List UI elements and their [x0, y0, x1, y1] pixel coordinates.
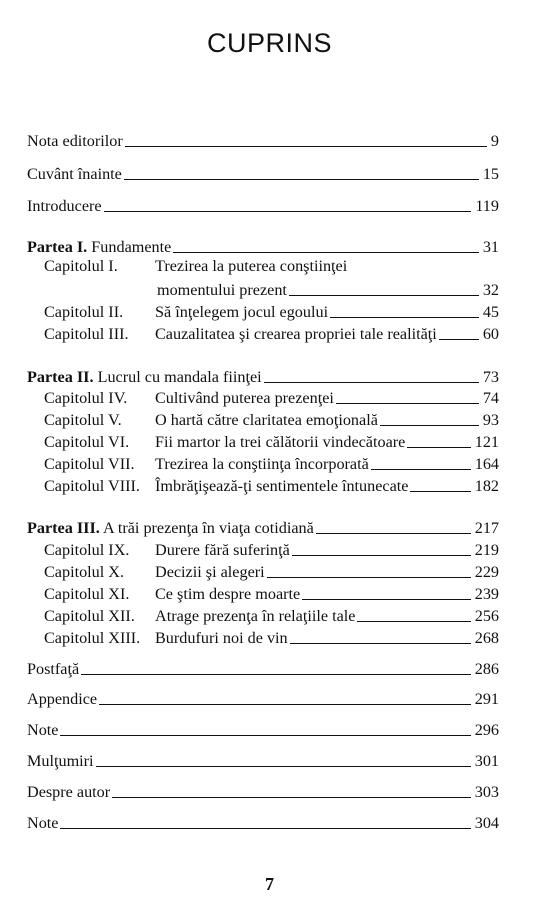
leader-line [302, 599, 471, 600]
toc-entry-label: Introducere [27, 197, 102, 215]
chapter-title: Decizii şi alegeri [155, 563, 265, 581]
chapter-code: Capitolul XII. [44, 607, 135, 625]
part-prefix: Partea III. [27, 519, 100, 537]
toc-entry-label: Appendice [27, 690, 98, 708]
toc-part-heading [27, 515, 499, 537]
toc-entry-page: 121 [474, 433, 499, 451]
toc-chapter [44, 255, 499, 275]
toc-entry-page: 256 [474, 607, 499, 625]
toc-entry-page: 60 [482, 325, 499, 343]
toc-entry-page: 164 [474, 455, 499, 473]
toc-entry-page: 9 [490, 132, 499, 150]
chapter-title: Trezirea la conştiinţa încorporată [155, 455, 369, 473]
chapter-title: Ce ştim despre moarte [155, 585, 301, 603]
page-number: 7 [265, 874, 274, 894]
chapter-title: Trezirea la puterea conştiinţei [155, 257, 348, 275]
leader-line [104, 211, 472, 212]
leader-line [125, 146, 487, 147]
toc-entry [27, 128, 499, 150]
toc-entry-page: 239 [474, 585, 499, 603]
leader-line [173, 252, 479, 253]
toc-chapter [44, 473, 499, 495]
page-title: CUPRINS [206, 28, 332, 58]
leader-line [290, 643, 471, 644]
toc-entry-page: 229 [474, 563, 499, 581]
toc-chapter [44, 625, 499, 647]
toc-chapter [44, 407, 499, 429]
leader-line [112, 797, 471, 798]
chapter-code: Capitolul XIII. [44, 629, 141, 647]
chapter-title: O hartă către claritatea emoţională [155, 411, 378, 429]
leader-line [289, 295, 479, 296]
toc-entry-page: 182 [474, 477, 499, 495]
toc-chapter [44, 299, 499, 321]
leader-line [81, 674, 471, 675]
leader-line [96, 766, 471, 767]
leader-line [371, 469, 471, 470]
leader-line [267, 577, 471, 578]
part-name: Fundamente [91, 238, 172, 256]
chapter-code: Capitolul VI. [44, 433, 130, 451]
toc-chapter [44, 385, 499, 407]
toc-chapter [44, 321, 499, 343]
part-prefix: Partea II. [27, 368, 94, 386]
toc-entry-page: 301 [474, 752, 499, 770]
toc-entry-page: 93 [482, 411, 499, 429]
leader-line [60, 828, 470, 829]
leader-line [407, 447, 470, 448]
toc-entry-page: 31 [482, 238, 499, 256]
toc-entry [27, 717, 499, 739]
toc-entry [27, 193, 499, 215]
toc-entry [27, 686, 499, 708]
toc-entry-page: 304 [474, 814, 499, 832]
toc-entry-label: Cuvânt înainte [27, 165, 122, 183]
chapter-title: Cauzalitatea şi crearea propriei tale realităţi [155, 325, 437, 343]
chapter-code: Capitolul V. [44, 411, 122, 429]
toc-entry-page: 219 [474, 541, 499, 559]
toc-entry-page: 32 [482, 281, 499, 299]
chapter-code: Capitolul II. [44, 303, 124, 321]
toc-chapter [44, 559, 499, 581]
chapter-title: Să înţelegem jocul egoului [155, 303, 329, 321]
toc-entry-page: 45 [482, 303, 499, 321]
toc-entry-page: 268 [474, 629, 499, 647]
leader-line [439, 339, 479, 340]
chapter-code: Capitolul VIII. [44, 477, 140, 495]
toc-entry-label: Despre autor [27, 783, 111, 801]
toc-chapter [44, 581, 499, 603]
chapter-code: Capitolul III. [44, 325, 129, 343]
toc-entry-label: Mulţumiri [27, 752, 94, 770]
chapter-title-cont: momentului prezent [157, 281, 287, 299]
leader-line [99, 704, 471, 705]
chapter-code: Capitolul IX. [44, 541, 130, 559]
chapter-code: Capitolul VII. [44, 455, 135, 473]
chapter-code: Capitolul IV. [44, 389, 128, 407]
chapter-title: Burdufuri noi de vin [155, 629, 288, 647]
leader-line [316, 533, 471, 534]
leader-line [357, 621, 470, 622]
toc-chapter [44, 603, 499, 625]
toc-entry-label: Note [27, 814, 59, 832]
leader-line [330, 317, 479, 318]
toc-part-heading [27, 364, 499, 386]
toc-chapter [44, 451, 499, 473]
chapter-code: Capitolul XI. [44, 585, 130, 603]
toc-entry [27, 161, 499, 183]
toc-chapter [44, 537, 499, 559]
toc-entry-page: 217 [474, 519, 499, 537]
toc-entry [27, 810, 499, 832]
part-prefix: Partea I. [27, 238, 88, 256]
leader-line [380, 425, 479, 426]
leader-line [410, 491, 470, 492]
chapter-title: Atrage prezenţa în relaţiile tale [155, 607, 356, 625]
chapter-code: Capitolul X. [44, 563, 125, 581]
toc-entry-label: Nota editorilor [27, 132, 123, 150]
toc-entry-page: 74 [482, 389, 499, 407]
toc-entry-page: 15 [482, 165, 499, 183]
part-name: Lucrul cu mandala fiinţei [97, 368, 262, 386]
chapter-title: Fii martor la trei călătorii vindecătoare [155, 433, 406, 451]
toc-entry-label: Postfaţă [27, 660, 80, 678]
leader-line [264, 382, 479, 383]
leader-line [60, 735, 470, 736]
toc-part-heading [27, 234, 499, 256]
leader-line [292, 555, 471, 556]
chapter-title: Îmbrăţişează-ţi sentimentele întunecate [155, 477, 409, 495]
toc-entry [27, 656, 499, 678]
toc-chapter-cont [157, 277, 499, 299]
toc-entry [27, 779, 499, 801]
toc-chapter [44, 429, 499, 451]
toc-entry-page: 296 [474, 721, 499, 739]
toc-entry-page: 73 [482, 368, 499, 386]
toc-entry-page: 286 [474, 660, 499, 678]
chapter-code: Capitolul I. [44, 257, 118, 275]
leader-line [336, 403, 479, 404]
toc-entry [27, 748, 499, 770]
toc-entry-page: 303 [474, 783, 499, 801]
leader-line [124, 179, 479, 180]
part-name: A trăi prezenţa în viaţa cotidiană [102, 519, 314, 537]
toc-entry-label: Note [27, 721, 59, 739]
chapter-title: Durere fără suferinţă [155, 541, 290, 559]
toc-entry-page: 291 [474, 690, 499, 708]
toc-entry-page: 119 [475, 197, 499, 215]
chapter-title: Cultivând puterea prezenţei [155, 389, 334, 407]
